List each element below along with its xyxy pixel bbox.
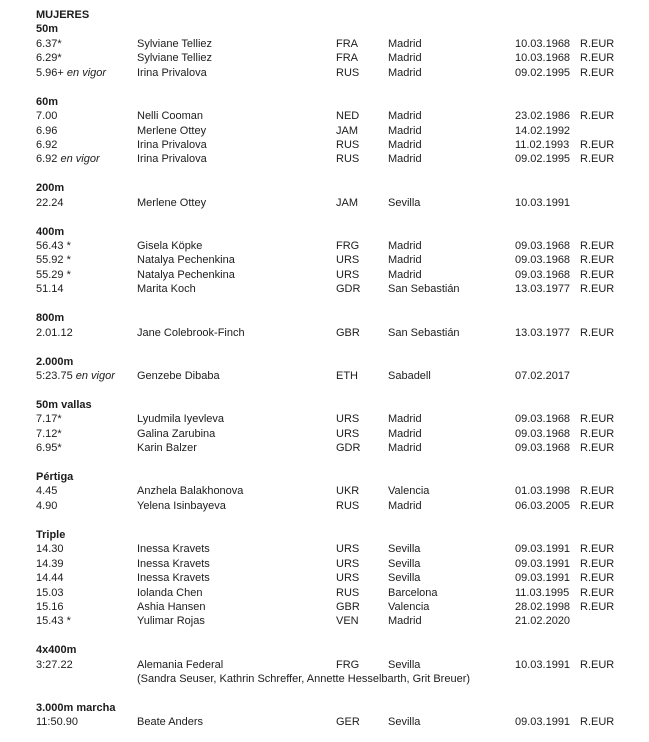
record-type: R.EUR [580,153,615,166]
record-type: R.EUR [580,413,615,426]
record-date: 10.03.1968 [515,52,571,65]
mark: 51.14 [36,283,64,296]
mark: 2.01.12 [36,326,73,339]
record-date: 21.02.2020 [515,615,571,628]
record-type: R.EUR [580,485,615,498]
event-section-200m [0,181,649,210]
record-row [0,427,649,441]
country-code: RUS [336,66,360,79]
record-row [0,557,649,571]
record-date: 09.03.1991 [515,572,571,585]
record-row [0,152,649,166]
venue-city: San Sebastián [388,283,460,296]
country-code: ETH [336,369,358,382]
mark: 14.39 [36,557,64,570]
record-type: R.EUR [580,138,615,151]
mark: 6.92 [36,153,58,166]
mark: 7.17* [36,413,62,426]
record-type: R.EUR [580,37,615,50]
record-type: R.EUR [580,543,615,556]
record-date: 28.02.1998 [515,600,571,613]
validity-note: en vigor [60,153,100,166]
record-type: R.EUR [580,254,615,267]
venue-city: Madrid [388,124,422,137]
athlete-name: Iolanda Chen [137,586,203,599]
athlete-name: Irina Privalova [137,66,207,79]
mark: 5.96+ [36,66,64,79]
record-row [0,239,649,253]
record-date: 23.02.1986 [515,110,571,123]
record-row [0,369,649,383]
relay-members: (Sandra Seuser, Kathrin Schreffer, Annette Hesselbarth, Grit Breuer) [137,673,471,686]
event-section-triple-jump [0,528,649,629]
event-section-50m [0,22,649,80]
event-heading: 3.000m marcha [36,702,116,714]
athlete-name: Sylviane Telliez [137,52,213,65]
venue-city: Valencia [388,485,430,498]
athlete-name: Merlene Ottey [137,124,207,137]
record-type: R.EUR [580,240,615,252]
record-date: 11.02.1993 [515,138,570,151]
event-heading: 50m [36,23,59,36]
record-date: 06.03.2005 [515,499,571,512]
record-date: 09.02.1995 [515,66,571,79]
athlete-name: Anzhela Balakhonova [137,485,244,498]
venue-city: Madrid [388,615,422,628]
country-code: URS [336,427,360,440]
record-date: 09.03.1968 [515,254,571,267]
mark: 7.12* [36,427,62,440]
country-code: FRA [336,52,358,65]
athlete-name: Jane Colebrook-Finch [137,326,245,339]
record-type: R.EUR [580,557,615,570]
athlete-name: Galina Zarubina [137,427,216,440]
venue-city: Sevilla [388,716,421,729]
country-code: URS [336,557,360,570]
venue-city: Sevilla [388,658,421,671]
record-date: 01.03.1998 [515,485,571,498]
country-code: JAM [336,124,358,137]
venue-city: Madrid [388,153,422,166]
athlete-name: Gisela Köpke [137,240,203,252]
mark: 7.00 [36,110,58,123]
record-type: R.EUR [580,283,615,296]
record-date: 09.03.1968 [515,268,571,281]
record-type: R.EUR [580,427,615,440]
record-type: R.EUR [580,110,615,123]
country-code: FRA [336,37,358,50]
venue-city: Madrid [388,442,422,455]
mark-cell [36,369,115,383]
record-row [0,138,649,152]
record-date: 10.03.1991 [515,196,571,209]
record-date: 09.03.1968 [515,413,571,426]
event-section-400m [0,225,649,297]
venue-city: Madrid [388,52,422,65]
athlete-name: Inessa Kravets [137,557,210,570]
record-type: R.EUR [580,586,615,599]
record-row [0,282,649,296]
mark: 6.92 [36,138,58,151]
venue-city: Madrid [388,37,422,50]
document-title: MUJERES [36,9,90,21]
event-heading: Pértiga [36,471,74,483]
country-code: GBR [336,600,360,613]
athlete-name: Lyudmila Iyevleva [137,413,225,426]
record-type: R.EUR [580,66,615,79]
country-code: VEN [336,615,359,628]
validity-note: en vigor [75,369,115,382]
record-row [0,253,649,267]
record-type: R.EUR [580,572,615,585]
record-row [0,571,649,585]
athlete-name: Yelena Isinbayeva [137,499,226,512]
record-date: 11.03.1995 [515,586,570,599]
event-heading: 2.000m [36,355,74,368]
country-code: URS [336,254,360,267]
venue-city: Madrid [388,413,422,426]
athlete-name: Irina Privalova [137,138,207,151]
venue-city: San Sebastián [388,326,460,339]
record-row [0,196,649,210]
mark: 6.96 [36,124,58,137]
country-code: URS [336,543,360,556]
record-date: 13.03.1977 [515,326,571,339]
mark: 6.37* [36,37,62,50]
country-code: UKR [336,485,360,498]
record-row [0,441,649,455]
event-heading: Triple [36,528,66,541]
country-code: RUS [336,153,360,166]
record-type: R.EUR [580,716,615,729]
athlete-name: Irina Privalova [137,153,207,166]
country-code: RUS [336,138,360,151]
athlete-name: Inessa Kravets [137,572,210,585]
mark: 4.90 [36,499,58,512]
record-row [0,499,649,513]
mark: 15.16 [36,600,64,613]
athlete-name: Yulimar Rojas [137,615,205,628]
venue-city: Barcelona [388,586,438,599]
athlete-name: Ashia Hansen [137,600,206,613]
event-heading: 800m [36,312,65,325]
country-code: URS [336,413,360,426]
mark: 55.92 * [36,254,71,267]
record-date: 10.03.1968 [515,37,571,50]
event-section-2000m [0,355,649,384]
mark: 55.29 * [36,268,71,281]
athlete-name: Beate Anders [137,716,204,729]
venue-city: Sevilla [388,196,421,209]
mark: 6.95* [36,442,62,455]
event-section-800m [0,311,649,340]
athlete-name: Inessa Kravets [137,543,210,556]
country-code: JAM [336,196,358,209]
country-code: FRG [336,658,360,671]
mark: 15.43 * [36,615,71,628]
mark: 22.24 [36,196,64,209]
record-row [0,614,649,628]
record-row [0,66,649,80]
venue-city: Madrid [388,268,422,281]
record-date: 14.02.1992 [515,124,571,137]
mark: 6.29* [36,52,62,65]
record-row [0,586,649,600]
record-date: 10.03.1991 [515,658,571,671]
record-row [0,484,649,498]
record-date: 09.03.1968 [515,442,571,455]
record-row [0,124,649,138]
record-type: R.EUR [580,268,615,281]
venue-city: Madrid [388,138,422,151]
venue-city: Sevilla [388,572,421,585]
event-section-60m [0,95,649,167]
venue-city: Sabadell [388,369,431,382]
country-code: RUS [336,586,360,599]
event-section-50m-hurdles [0,398,649,456]
venue-city: Valencia [388,600,430,613]
event-section-3000m-walk [0,701,649,730]
country-code: GER [336,716,360,729]
record-row [0,715,649,729]
record-type: R.EUR [580,326,615,339]
venue-city: Madrid [388,499,422,512]
record-date: 13.03.1977 [515,283,571,296]
country-code: GDR [336,283,361,296]
record-type: R.EUR [580,442,615,455]
country-code: URS [336,268,360,281]
record-type: R.EUR [580,52,615,65]
event-heading: 4x400m [36,644,77,657]
record-date: 07.02.2017 [515,369,571,382]
record-date: 09.03.1991 [515,557,571,570]
athlete-name: Merlene Ottey [137,196,207,209]
venue-city: Madrid [388,240,422,252]
record-date: 09.03.1968 [515,240,571,252]
mark: 14.44 [36,572,64,585]
athlete-name: Genzebe Dibaba [137,369,220,382]
country-code: FRG [336,240,360,252]
record-row [0,268,649,282]
venue-city: Madrid [388,66,422,79]
event-heading: 200m [36,182,65,195]
country-code: URS [336,572,360,585]
record-row [0,326,649,340]
mark: 5:23.75 [36,369,73,382]
mark-cell [36,66,106,80]
event-section-pole-vault [0,470,649,513]
athlete-name: Sylviane Telliez [137,37,213,50]
event-heading: 60m [36,95,59,108]
athlete-name: Nelli Cooman [137,110,204,123]
mark-cell [36,152,100,166]
record-type: R.EUR [580,499,615,512]
country-code: RUS [336,499,360,512]
record-row [0,109,649,123]
record-row [0,600,649,614]
record-row [0,37,649,51]
country-code: GBR [336,326,360,339]
record-row [0,412,649,426]
record-row [0,658,649,672]
mark: 14.30 [36,543,64,556]
record-date: 09.03.1991 [515,543,571,556]
country-code: NED [336,110,360,123]
country-code: GDR [336,442,361,455]
athlete-name: Karin Balzer [137,442,197,455]
record-date: 09.02.1995 [515,153,571,166]
event-heading: 400m [36,225,65,238]
record-row [0,51,649,65]
venue-city: Madrid [388,427,422,440]
mark: 11:50.90 [36,716,79,729]
athlete-name: Natalya Pechenkina [137,268,235,281]
record-row [0,542,649,556]
venue-city: Sevilla [388,557,421,570]
venue-city: Madrid [388,110,422,123]
mark: 3:27.22 [36,658,73,671]
validity-note: en vigor [66,66,107,79]
venue-city: Sevilla [388,543,421,556]
record-type: R.EUR [580,658,615,671]
mark: 4.45 [36,485,58,498]
record-type: R.EUR [580,600,615,613]
team-name: Alemania Federal [137,658,224,671]
athlete-name: Marita Koch [137,283,196,296]
mark: 56.43 * [36,240,71,252]
event-section-4x400m [0,643,649,686]
record-date: 09.03.1991 [515,716,571,729]
athlete-name: Natalya Pechenkina [137,254,235,267]
record-date: 09.03.1968 [515,427,571,440]
venue-city: Madrid [388,254,422,267]
mark: 15.03 [36,586,64,599]
event-heading: 50m vallas [36,398,92,411]
